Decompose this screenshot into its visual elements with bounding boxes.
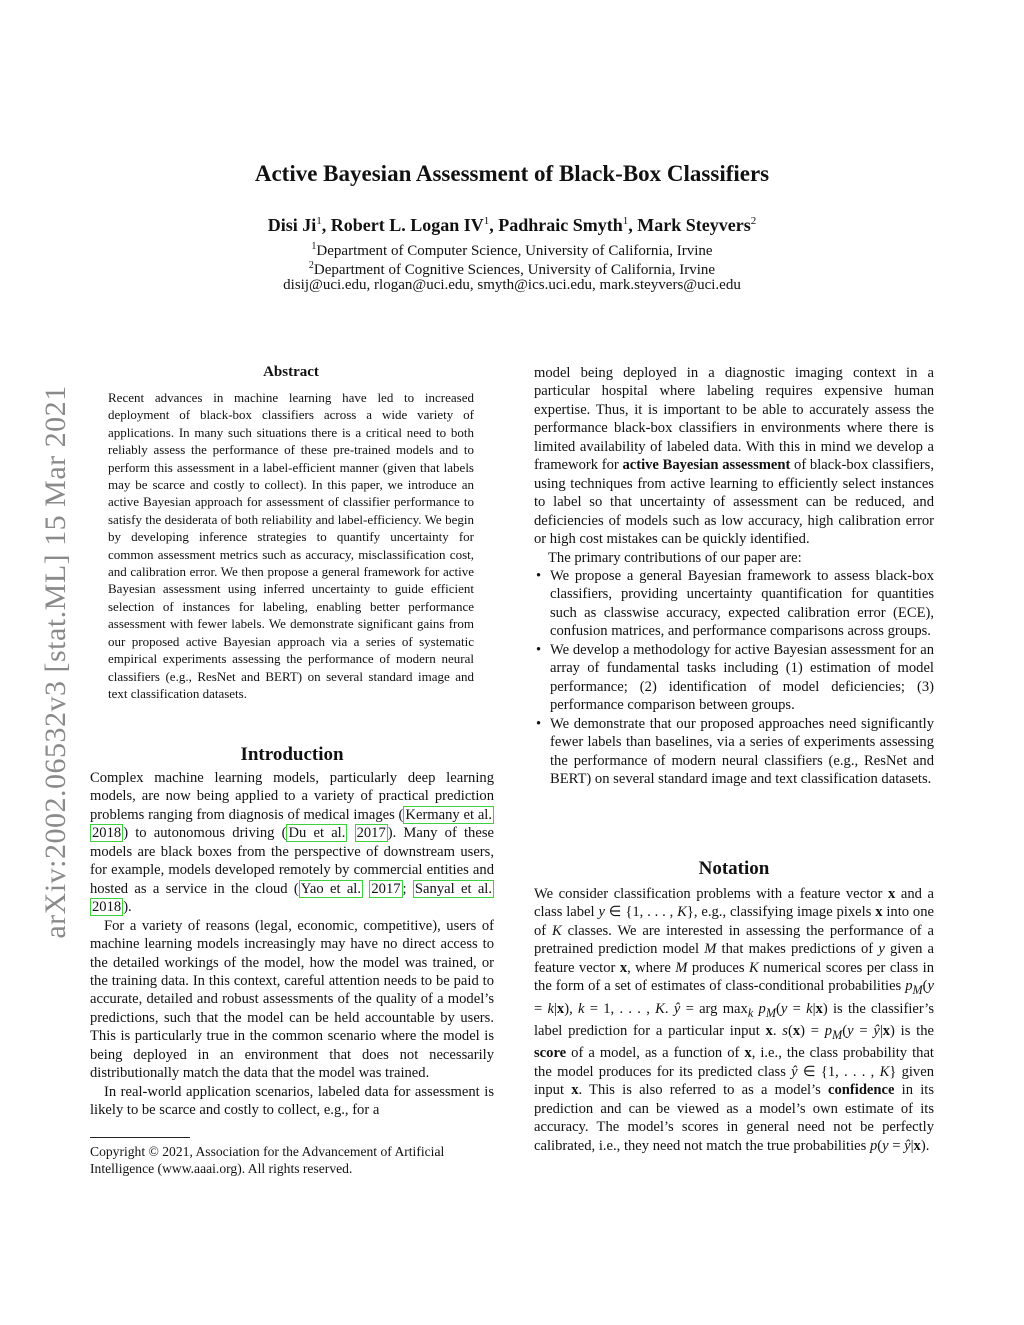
citation-link[interactable]: Sanyal et al. <box>414 880 493 897</box>
citation-year-link[interactable]: 2018 <box>92 825 122 842</box>
affiliation-mark: 2 <box>308 260 314 271</box>
text-run: . <box>925 1137 930 1154</box>
contribution-item: • We demonstrate that our proposed approaches need significantly fewer labels than baselines, via a series of experiments assessing the performance of modern neural classifiers (e.g., ResNet and BERT) on several standard image and text classification datasets. <box>534 715 934 789</box>
paper-title: Active Bayesian Assessment of Black-Box Classifiers <box>254 161 770 186</box>
text-run: is the classifier’s label prediction for a particular input <box>534 1000 935 1039</box>
contributions-intro: The primary contributions of our paper are: <box>548 549 802 566</box>
author-name: Disi Ji <box>267 215 317 235</box>
author-affiliation-mark: 1 <box>316 215 322 227</box>
contribution-item: • We develop a methodology for active Bayesian assessment for an array of fundamental tasks including (1) estimation of model performance; (2) identification of model deficiencies; (3) performance comparison between groups. <box>534 641 934 715</box>
emphasis-term: confidence <box>828 1082 895 1099</box>
author-affiliation-mark: 2 <box>750 215 757 227</box>
author-name: Mark Steyvers <box>637 215 751 235</box>
notation-heading: Notation <box>698 858 770 879</box>
text-run: into one of <box>534 904 935 939</box>
text-run: ). <box>123 899 132 916</box>
author-affiliation-mark: 1 <box>483 215 490 227</box>
text-run: and a class label <box>534 886 934 921</box>
intro-paragraph-1 <box>90 769 494 917</box>
text-run: , e.g., classifying image pixels <box>693 904 876 921</box>
citation-year-link[interactable]: 2017 <box>371 880 401 897</box>
text-run: ) to autonomous driving ( <box>123 825 287 842</box>
citation-year-link[interactable]: 2018 <box>92 899 122 916</box>
author-list: Disi Ji$^1$, Robert L. Logan $IV^1$, Padhraic Smyth$^1$, Mark Steyvers$^2$ <box>267 215 757 235</box>
arxiv-watermark: arXiv:2002.06532v3 [stat.ML] 15 Mar 2021 <box>39 385 72 939</box>
copyright-notice: Copyright © 2021, Association for the Advancement of Artificial Intelligence (www.aaai.org). All rights reserved. <box>90 1144 445 1176</box>
text-run: given a feature vector <box>534 941 934 976</box>
text-run: of a model, as a function of <box>566 1045 745 1062</box>
text-run: produces <box>687 959 749 976</box>
text-run: that makes predictions of <box>716 941 879 958</box>
author-name: Padhraic Smyth <box>498 215 623 235</box>
affiliation-mark: 1 <box>311 241 317 252</box>
abstract-heading: Abstract <box>263 364 319 380</box>
citation-year-link[interactable]: 2017 <box>356 825 386 842</box>
contribution-item: • We propose a general Bayesian framework to assess black-box classifiers, providing uncertainty quantification for quantities such as classwise accuracy, expected calibration error (ECE), confusion matrices, and performance comparisons across groups. <box>534 567 934 641</box>
affiliation-text: Department of Cognitive Sciences, University of California, Irvine <box>313 262 716 278</box>
intro-paragraph-2: For a variety of reasons (legal, economic, competitive), users of machine learning models increasingly may have no direct access to the detailed workings of the model, how the model was trained, or the training data. In this context, careful attention needs to be paid to accurate, detailed and robust assessments of the quality of a model’s predictions, such that the model can be held accountable by users. This is particularly true in the common scenario where the model is being deployed in an environment that does not necessarily distributionally match the data that the model was trained. <box>90 917 494 1082</box>
text-run: We consider classification problems with a feature vector <box>534 886 888 902</box>
text-run: ). Many of these models are black boxes from the perspective of downstream users, for example, models developed remotely by commercial entities and hosted as a service in the cloud ( <box>90 825 494 897</box>
citation-link[interactable]: Yao et al. <box>300 880 362 897</box>
text-run: of black-box classifiers, using techniques from active learning to efficiently select instances to label so that uncertainty of assessment can be reduced, and deficiencies of models such as low accuracy, high calibration error or high cost mistakes can be quickly identified. <box>534 457 934 548</box>
text-run: . This is also referred to as a model’s <box>578 1082 829 1099</box>
right-column-body <box>534 364 934 788</box>
emphasis-term: score <box>534 1045 567 1062</box>
intro-paragraph-3: In real-world application scenarios, labeled data for assessment is likely to be scarce and costly to collect, e.g., for a <box>90 1083 494 1119</box>
citation-link[interactable]: Kermany et al. <box>405 806 492 823</box>
text-run: model being deployed in a diagnostic imaging context in a particular hospital where labeling requires expensive human expertise. Thus, it is important to be able to accurately assess the performance black-box classifiers in environments where there is limited availability of labeled data. With this in mind we develop a framework for <box>534 365 934 474</box>
text-run: ; <box>402 880 413 897</box>
notation-body <box>534 885 934 1155</box>
contributions-list <box>534 567 934 788</box>
text-run: , i.e., the class probability that the model produces for its predicted class <box>534 1045 934 1080</box>
author-name: Robert L. Logan IV <box>330 215 484 235</box>
author-affiliation-mark: 1 <box>622 215 629 227</box>
right-paragraph-1 <box>534 364 934 549</box>
text-run: , where <box>627 959 676 976</box>
text-run: Complex machine learning models, particularly deep learning models, are now being applied to a variety of practical prediction problems ranging from diagnosis of medical images ( <box>90 770 494 823</box>
text-run: is the <box>894 1022 935 1039</box>
text-run: classes. We are interested in assessing the performance of a pretrained prediction model <box>534 922 934 958</box>
notation-paragraph: We consider classification problems with a feature vector x and a class label y ∈ {1, . . . , K}, e.g., classifying image pixels x into one of K classes. We are interested in assessing the performance of a pretrained prediction model M that makes predictions of y given a feature vector x, where M produces K numerical scores per class in the form of a set of estimates of class-conditional probabilities $p_M(y = k|x)$, k = 1, . . . , K. ŷ = arg $\max_k p_M(y = k|x)$ is the classifier’s label prediction for a particular input x. $s(x) = p_M(y$ = ŷ|x) is the score of a model, as a function of x, i.e., the class probability that the model produces for its predicted class ŷ ∈ {1, . . . , K} given input x. This is also referred to as a model’s confidence in its prediction and can be viewed as a model’s own estimate of its accuracy. The model’s scores in general need not be perfectly calibrated, i.e., they need not match the true probabilities p(y = ŷ|x). <box>534 886 935 1154</box>
footnote-rule <box>90 1137 190 1138</box>
text-run: given input <box>534 1063 934 1099</box>
citation-link[interactable]: Du et al. <box>288 825 346 842</box>
affiliation-text: Department of Computer Science, University of California, Irvine <box>316 243 713 259</box>
abstract-text: Recent advances in machine learning have led to increased deployment of black-box classifiers across a wide variety of applications. In many such situations there is a critical need to both reliably assess the performance of these pre-trained models and to perform this assessment in a label-efficient manner (given that labels may be scarce and costly to collect). In this paper, we introduce an active Bayesian approach for assessment of classifier performance to satisfy the desiderata of both reliability and label-efficiency. We begin by developing inference strategies to quantify uncertainty for common assessment metrics such as accuracy, misclassification cost, and calibration error. We then propose a general framework for active Bayesian assessment using inferred uncertainty to guide efficient selection of instances for labeling, enabling better performance assessment with fewer labels. We demonstrate significant gains from our proposed active Bayesian approach via a series of systematic empirical experiments assessing the performance of modern neural classifiers (e.g., ResNet and BERT) on several standard image and text classification datasets. <box>108 390 474 701</box>
emphasis-term: active Bayesian assessment <box>622 457 791 474</box>
left-column-body <box>90 769 494 1120</box>
text-run: in its prediction and can be viewed as a model’s own estimate of its accuracy. The model’s scores in general need not be perfectly calibrated, i.e., they need not match the true probabilities <box>534 1082 934 1154</box>
author-emails: disij@uci.edu, rlogan@uci.edu, smyth@ics.uci.edu, mark.steyvers@uci.edu <box>283 277 741 293</box>
text-run: numerical scores per class in the form of a set of estimates of class-conditional probabilities <box>534 959 934 995</box>
introduction-heading: Introduction <box>240 744 344 765</box>
